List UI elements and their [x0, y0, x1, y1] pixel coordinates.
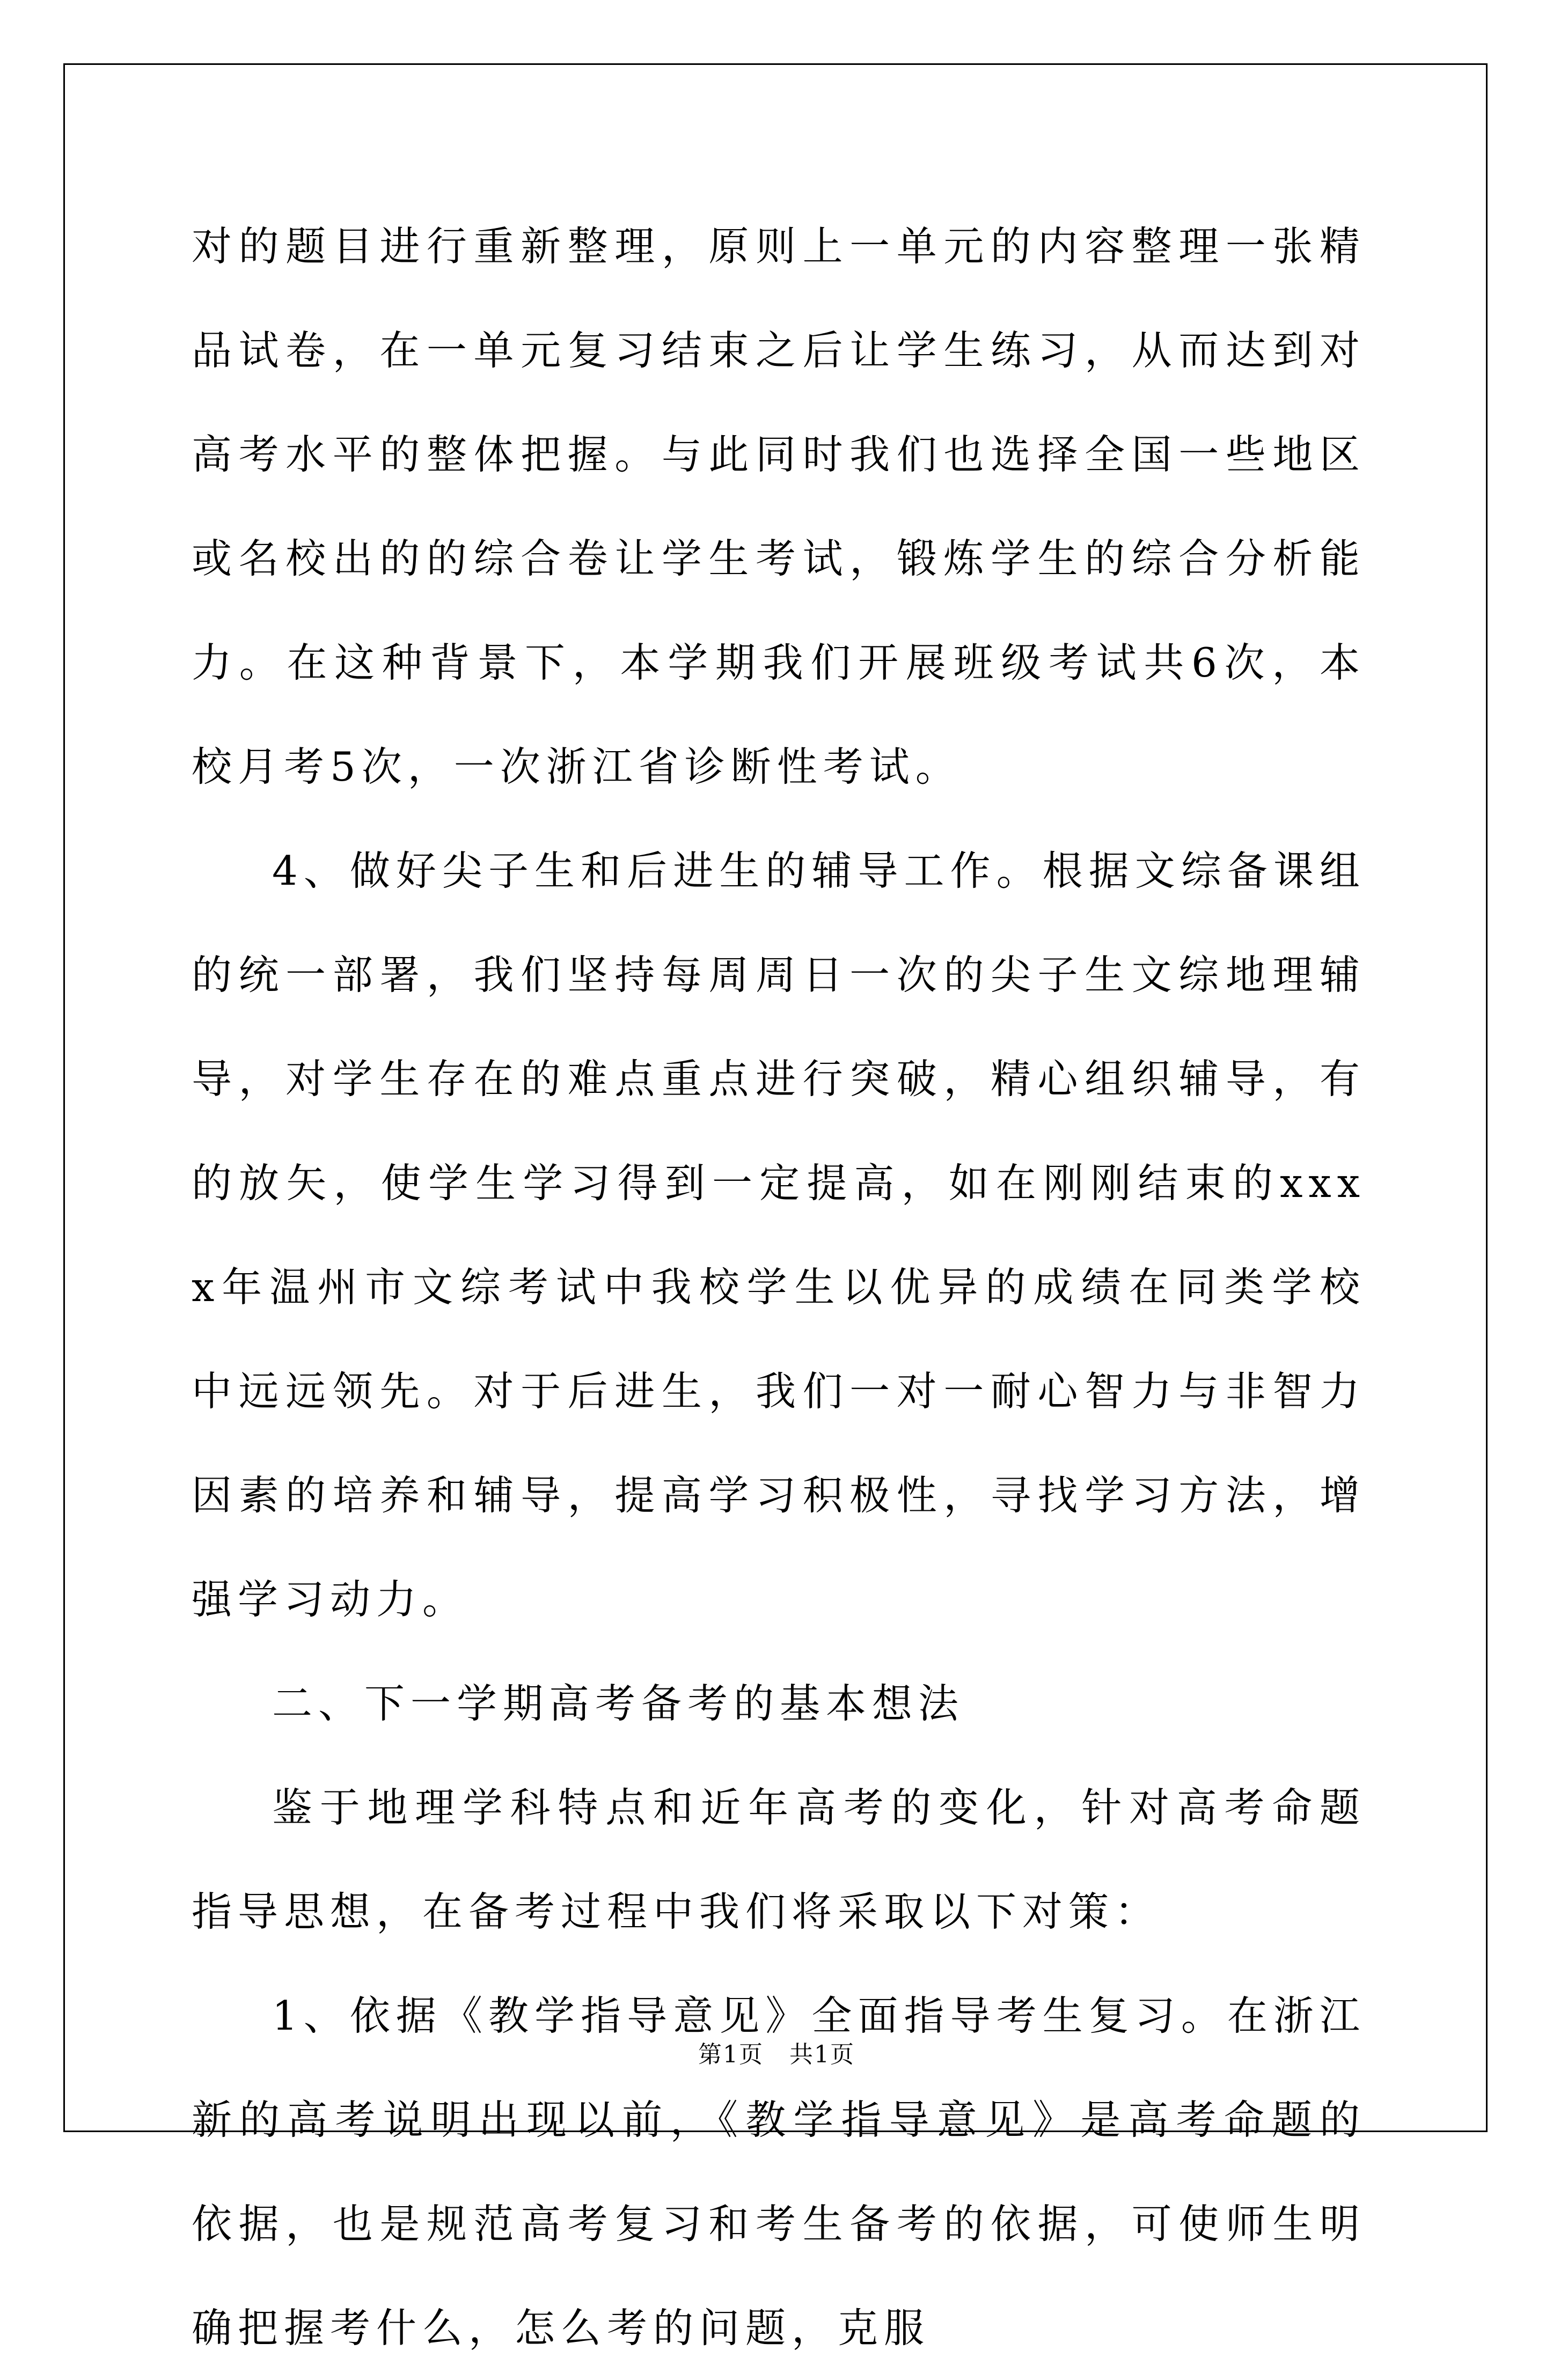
paragraph-3: 鉴于地理学科特点和近年高考的变化，针对高考命题指导思想，在备考过程中我们将采取以下对策：: [192, 1784, 1366, 1935]
page-total: 共1页: [789, 2041, 855, 2068]
section-heading: 二、下一学期高考备考的基本想法: [272, 1680, 965, 1727]
paragraph-2: 4、做好尖子生和后进生的辅导工作。根据文综备课组的统一部署，我们坚持每周周日一次的尖子生文综地理辅导，对学生存在的难点重点进行突破，精心组织辅导，有的放矢，使学生学习得到一定提高，如在刚刚结束的xxxx年温州市文综考试中我校学生以优异的成绩在同类学校中远远领先。对于后进生，我们一对一耐心智力与非智力因素的培养和辅导，提高学习积极性，寻找学习方法，增强学习动力。: [192, 847, 1366, 1623]
page-number: 第1页: [698, 2041, 764, 2068]
paragraph-1: 对的题目进行重新整理，原则上一单元的内容整理一张精品试卷，在一单元复习结束之后让学生练习，从而达到对高考水平的整体把握。与此同时我们也选择全国一些地区或名校出的的综合卷让学生考试，锻炼学生的综合分析能力。在这种背景下，本学期我们开展班级考试共6次，本校月考5次，一次浙江省诊断性考试。: [192, 223, 1366, 790]
page-footer: [0, 2039, 1553, 2071]
paragraph-4: 1、依据《教学指导意见》全面指导考生复习。在浙江新的高考说明出现以前，《教学指导意见》是高考命题的依据，也是规范高考复习和考生备考的依据，可使师生明确把握考什么，怎么考的问题，克服: [192, 1992, 1366, 2352]
